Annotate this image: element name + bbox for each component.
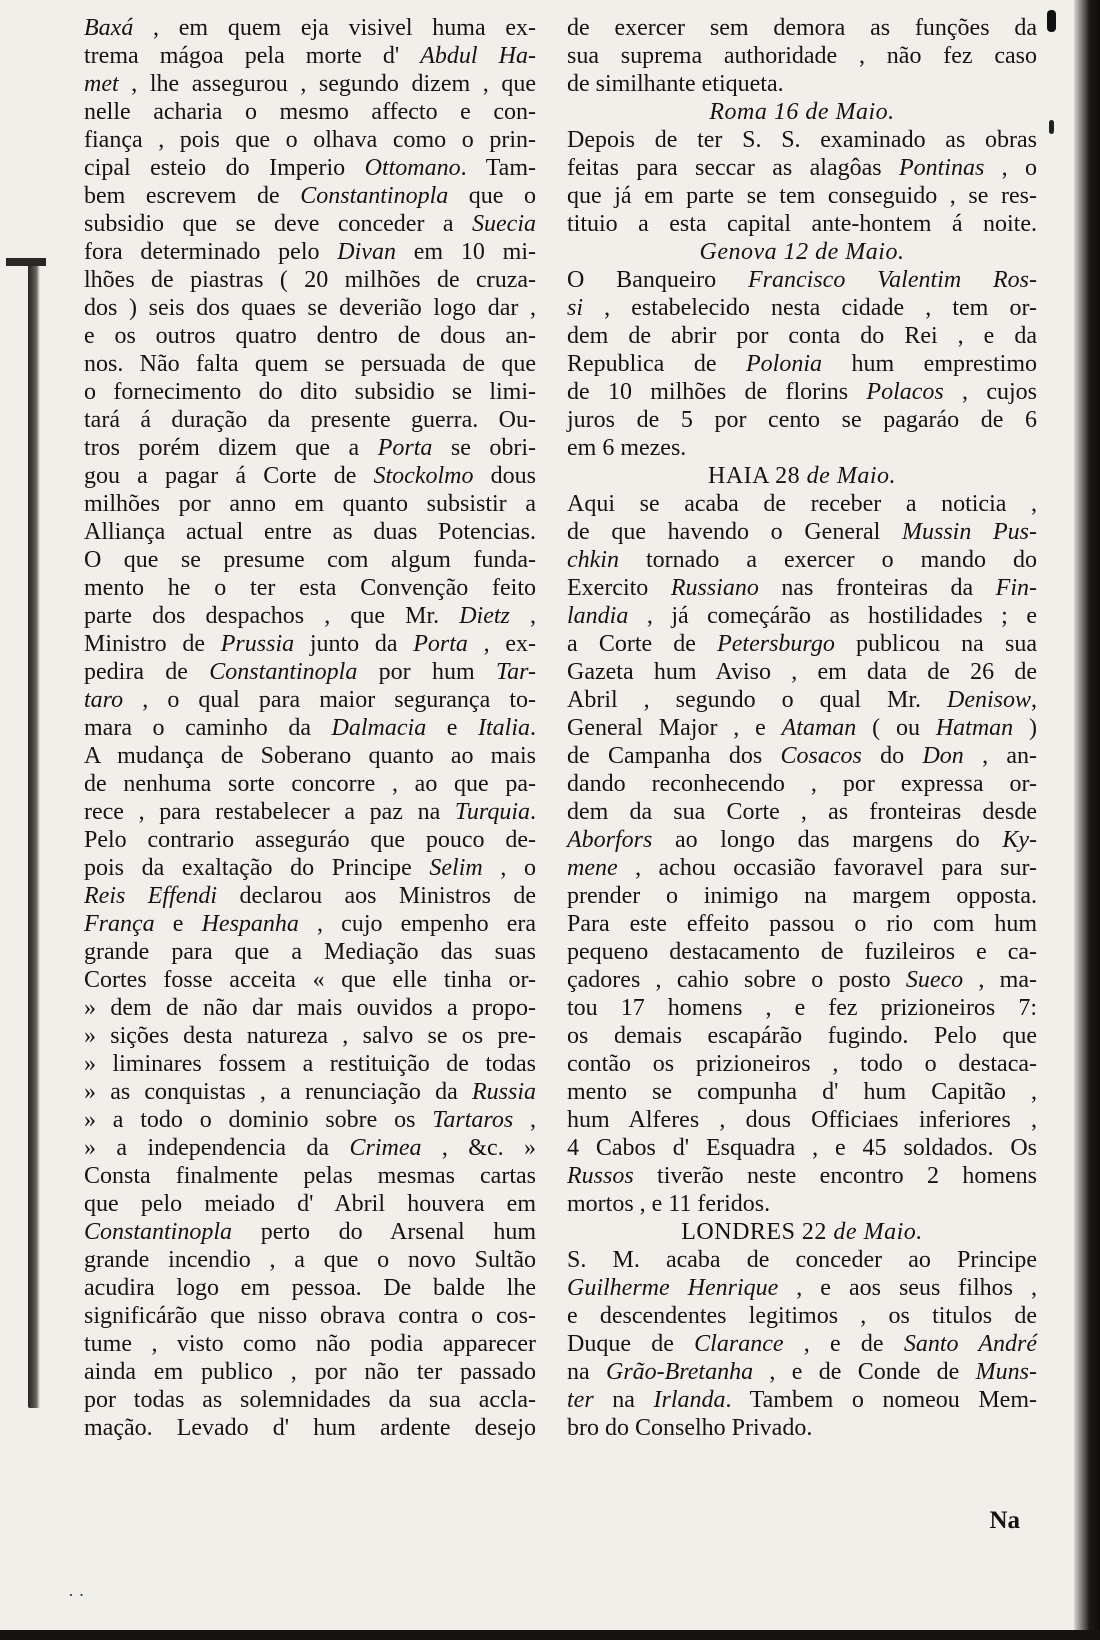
italic-text: Suecia bbox=[472, 211, 536, 237]
text-line bbox=[567, 350, 1037, 378]
italic-text: Polonia bbox=[745, 351, 822, 377]
text-segment: » a independencia da bbox=[84, 1135, 350, 1161]
text-line bbox=[84, 98, 536, 126]
text-segment: , an- bbox=[963, 743, 1038, 769]
text-segment: que pelo meiado d' Abril houvera em bbox=[84, 1191, 536, 1217]
text-line bbox=[84, 1414, 536, 1442]
text-line bbox=[84, 462, 536, 490]
right-column bbox=[567, 14, 1037, 1442]
text-line bbox=[84, 1078, 536, 1106]
text-segment: hum Alferes , dous Officiaes inferiores , bbox=[567, 1107, 1037, 1133]
text-line bbox=[84, 574, 536, 602]
italic-text: Denisow bbox=[947, 687, 1031, 713]
text-segment: tume , visto como não podia apparecer bbox=[84, 1331, 536, 1357]
italic-text: Porta bbox=[377, 435, 433, 461]
text-segment: em 10 mi- bbox=[395, 239, 536, 265]
text-segment: , bbox=[1031, 687, 1037, 713]
text-segment: o fornecimento do dito subsidio se limi- bbox=[84, 379, 536, 405]
text-segment: a Corte de bbox=[567, 631, 718, 657]
text-line bbox=[84, 1330, 536, 1358]
text-segment: Aqui se acaba de receber a noticia , bbox=[567, 491, 1037, 517]
text-segment: . bbox=[530, 715, 536, 741]
text-line bbox=[567, 714, 1037, 742]
text-segment: , e de bbox=[783, 1331, 904, 1357]
text-line bbox=[84, 1050, 536, 1078]
margin-specks: · · bbox=[68, 1585, 85, 1605]
text-segment: , e aos seus filhos , bbox=[778, 1275, 1037, 1301]
text-line bbox=[84, 882, 536, 910]
text-line bbox=[567, 14, 1037, 42]
italic-text: Baxá bbox=[84, 15, 134, 41]
text-segment: Consta finalmente pelas mesmas cartas bbox=[84, 1163, 536, 1189]
italic-text: Muns- bbox=[975, 1359, 1037, 1385]
text-line bbox=[567, 826, 1037, 854]
text-line bbox=[567, 154, 1037, 182]
text-segment: Para este effeito passou o rio com hum bbox=[567, 911, 1037, 937]
text-line bbox=[567, 798, 1037, 826]
ink-blot bbox=[1049, 120, 1054, 134]
text-segment: . bbox=[530, 799, 536, 825]
text-segment: LONDRES 22 bbox=[681, 1219, 834, 1245]
text-line bbox=[567, 210, 1037, 238]
text-segment: se obri- bbox=[432, 435, 536, 461]
text-line bbox=[567, 686, 1037, 714]
text-line bbox=[84, 742, 536, 770]
text-line bbox=[567, 434, 1037, 462]
text-line bbox=[84, 70, 536, 98]
italic-text: Tartaros bbox=[432, 1107, 514, 1133]
text-segment: dando reconhecendo , por expressa or- bbox=[567, 771, 1037, 797]
text-line bbox=[84, 770, 536, 798]
italic-text: de Maio. bbox=[833, 1219, 923, 1245]
text-line bbox=[567, 406, 1037, 434]
text-line bbox=[567, 518, 1037, 546]
text-segment: dem da sua Corte , as fronteiras desde bbox=[567, 799, 1037, 825]
page-edge-bottom bbox=[0, 1630, 1100, 1640]
italic-text: taro bbox=[84, 687, 124, 713]
text-line bbox=[84, 14, 536, 42]
text-line bbox=[84, 322, 536, 350]
text-line bbox=[567, 266, 1037, 294]
italic-text: ter bbox=[567, 1387, 594, 1413]
text-segment: contão os prizioneiros , todo o destaca- bbox=[567, 1051, 1037, 1077]
text-segment: . Tam- bbox=[460, 155, 536, 181]
text-line bbox=[84, 826, 536, 854]
text-segment: bem escrevem de bbox=[84, 183, 301, 209]
text-segment: e bbox=[426, 715, 478, 741]
text-line bbox=[84, 1302, 536, 1330]
text-segment: dos ) seis dos quaes se deverião logo dar , bbox=[84, 295, 536, 321]
text-segment: Depois de ter S. S. examinado as obras bbox=[567, 127, 1037, 153]
italic-text: si bbox=[567, 295, 584, 321]
italic-text: Ky- bbox=[1002, 827, 1037, 853]
text-line bbox=[567, 938, 1037, 966]
text-segment: por todas as solemnidades da sua accla- bbox=[84, 1387, 536, 1413]
text-line bbox=[84, 854, 536, 882]
text-segment: na bbox=[593, 1387, 654, 1413]
text-segment: mara o caminho da bbox=[84, 715, 332, 741]
text-segment: juros de 5 por cento se pagaráo de 6 bbox=[567, 407, 1037, 433]
italic-text: de Maio. bbox=[806, 463, 896, 489]
text-line bbox=[567, 966, 1037, 994]
italic-text: Russia bbox=[471, 1079, 536, 1105]
text-segment: , ex- bbox=[467, 631, 536, 657]
text-segment: , em quem eja visivel huma ex- bbox=[133, 15, 536, 41]
text-segment: significárão que nisso obrava contra o cos- bbox=[84, 1303, 536, 1329]
text-segment: tituio a esta capital ante-hontem á noite. bbox=[567, 211, 1037, 237]
italic-text: Ottomano bbox=[364, 155, 461, 181]
text-segment: de nenhuma sorte concorre , ao que pa- bbox=[84, 771, 536, 797]
text-segment: Alliança actual entre as duas Potencias. bbox=[84, 519, 536, 545]
catchword: Na bbox=[989, 1507, 1020, 1534]
text-line bbox=[567, 1162, 1037, 1190]
text-segment: Abril , segundo o qual Mr. bbox=[567, 687, 947, 713]
dateline bbox=[567, 1218, 1037, 1246]
text-line bbox=[567, 882, 1037, 910]
text-line bbox=[567, 854, 1037, 882]
text-line bbox=[567, 658, 1037, 686]
text-segment: tiverão neste encontro 2 homens bbox=[633, 1163, 1037, 1189]
text-segment: . Tambem o nomeou Mem- bbox=[725, 1387, 1037, 1413]
text-line bbox=[567, 1358, 1037, 1386]
page-edge-right bbox=[1074, 0, 1100, 1640]
text-segment: , lhe assegurou , segundo dizem , que bbox=[118, 71, 536, 97]
text-line bbox=[567, 742, 1037, 770]
text-line bbox=[84, 1246, 536, 1274]
text-segment: de Campanha dos bbox=[567, 743, 781, 769]
text-segment: mento se compunha d' hum Capitão , bbox=[567, 1079, 1037, 1105]
text-segment: cipal esteio do Imperio bbox=[84, 155, 365, 181]
italic-text: Divan bbox=[337, 239, 396, 265]
text-line bbox=[567, 1050, 1037, 1078]
italic-text: Guilherme Henrique bbox=[567, 1275, 779, 1301]
text-segment: do bbox=[861, 743, 923, 769]
text-segment: e descendentes legitimos , os titulos de bbox=[567, 1303, 1037, 1329]
italic-text: Selim bbox=[429, 855, 483, 881]
text-line bbox=[84, 1134, 536, 1162]
text-line bbox=[84, 1358, 536, 1386]
italic-text: Polacos bbox=[866, 379, 944, 405]
italic-text: Roma 16 de Maio. bbox=[709, 99, 895, 125]
text-segment: parte dos despachos , que Mr. bbox=[84, 603, 460, 629]
italic-text: Hatman bbox=[935, 715, 1014, 741]
text-segment: » dem de não dar mais ouvidos a propo- bbox=[84, 995, 536, 1021]
text-line bbox=[567, 1078, 1037, 1106]
text-line bbox=[567, 1246, 1037, 1274]
text-segment: dous bbox=[473, 463, 536, 489]
text-segment: ) bbox=[1013, 715, 1037, 741]
italic-text: Reis Effendi bbox=[84, 883, 218, 909]
text-segment: HAIA 28 bbox=[708, 463, 807, 489]
text-segment: feitas para seccar as alagôas bbox=[567, 155, 899, 181]
text-line bbox=[84, 126, 536, 154]
italic-text: Crimea bbox=[349, 1135, 422, 1161]
italic-text: Dalmacia bbox=[331, 715, 427, 741]
text-segment: » liminares fossem a restituição de todas bbox=[84, 1051, 536, 1077]
italic-text: França bbox=[84, 911, 155, 937]
italic-text: Fin- bbox=[995, 575, 1037, 601]
text-segment: , bbox=[509, 603, 536, 629]
text-line bbox=[567, 1134, 1037, 1162]
text-line bbox=[84, 1022, 536, 1050]
text-line bbox=[84, 994, 536, 1022]
italic-text: Hespanha bbox=[201, 911, 299, 937]
italic-text: Grão-Bretanha bbox=[605, 1359, 754, 1385]
left-column bbox=[84, 14, 536, 1442]
text-line bbox=[84, 154, 536, 182]
text-line bbox=[84, 210, 536, 238]
italic-text: chkin bbox=[567, 547, 619, 573]
text-segment: em 6 mezes. bbox=[567, 435, 687, 461]
italic-text: Santo André bbox=[903, 1331, 1038, 1357]
text-segment: » sições desta natureza , salvo se os pre- bbox=[84, 1023, 536, 1049]
text-line bbox=[567, 182, 1037, 210]
text-segment: , bbox=[513, 1107, 537, 1133]
italic-text: Russiano bbox=[670, 575, 759, 601]
text-line bbox=[84, 686, 536, 714]
text-line bbox=[84, 266, 536, 294]
text-segment: » as conquistas , a renunciação da bbox=[84, 1079, 472, 1105]
ink-blot bbox=[1047, 10, 1056, 32]
text-segment: tros porém dizem que a bbox=[84, 435, 378, 461]
italic-text: Porta bbox=[413, 631, 468, 657]
text-segment: na bbox=[567, 1359, 606, 1385]
text-line bbox=[84, 630, 536, 658]
text-line bbox=[84, 1386, 536, 1414]
text-segment: , achou occasião favoravel para sur- bbox=[617, 855, 1037, 881]
text-line bbox=[567, 602, 1037, 630]
text-line bbox=[567, 770, 1037, 798]
text-segment: mação. Levado d' hum ardente desejo bbox=[84, 1415, 536, 1441]
text-line bbox=[84, 238, 536, 266]
text-line bbox=[567, 490, 1037, 518]
text-line bbox=[567, 994, 1037, 1022]
text-segment: de que havendo o General bbox=[567, 519, 902, 545]
text-line bbox=[84, 714, 536, 742]
text-line bbox=[84, 1218, 536, 1246]
text-segment: mento he o ter esta Convenção feito bbox=[84, 575, 536, 601]
text-segment: bro do Conselho Privado. bbox=[567, 1415, 813, 1441]
italic-text: Irlanda bbox=[653, 1387, 726, 1413]
text-line bbox=[567, 1330, 1037, 1358]
text-segment: Gazeta hum Aviso , em data de 26 de bbox=[567, 659, 1037, 685]
italic-text: Tar- bbox=[496, 659, 536, 685]
text-line bbox=[84, 658, 536, 686]
text-segment: , cujo empenho era bbox=[298, 911, 537, 937]
text-segment: , o bbox=[984, 155, 1038, 181]
text-line bbox=[567, 294, 1037, 322]
binding-shadow bbox=[28, 258, 40, 1408]
text-segment: e os outros quatro dentro de dous an- bbox=[84, 323, 536, 349]
italic-text: Prussia bbox=[220, 631, 295, 657]
dateline bbox=[567, 462, 1037, 490]
text-segment: ainda em publico , por não ter passado bbox=[84, 1359, 536, 1385]
text-segment: , e de Conde de bbox=[753, 1359, 976, 1385]
text-line bbox=[84, 798, 536, 826]
text-line bbox=[567, 910, 1037, 938]
text-line bbox=[567, 1386, 1037, 1414]
text-line bbox=[84, 434, 536, 462]
text-segment: nelle acharia o mesmo affecto e con- bbox=[84, 99, 536, 125]
italic-text: Stockolmo bbox=[373, 463, 474, 489]
text-line bbox=[567, 1302, 1037, 1330]
text-line bbox=[567, 1022, 1037, 1050]
text-line bbox=[567, 70, 1037, 98]
text-segment: General Major , e bbox=[567, 715, 782, 741]
text-segment: , já começárão as hostilidades ; e bbox=[628, 603, 1037, 629]
italic-text: met bbox=[84, 71, 119, 97]
text-line bbox=[84, 378, 536, 406]
italic-text: Petersburgo bbox=[717, 631, 835, 657]
text-line bbox=[567, 42, 1037, 70]
italic-text: Constantinopla bbox=[300, 183, 449, 209]
italic-text: Abdul Ha- bbox=[420, 43, 536, 69]
text-segment: pequeno destacamento de fuzileiros e ca- bbox=[567, 939, 1037, 965]
text-segment: tará á duração da presente guerra. Ou- bbox=[84, 407, 536, 433]
text-segment: junto da bbox=[294, 631, 414, 657]
text-segment: grande para que a Mediação das suas bbox=[84, 939, 536, 965]
text-segment: tou 17 homens , e fez prizioneiros 7: bbox=[567, 995, 1037, 1021]
text-segment: gou a pagar á Corte de bbox=[84, 463, 374, 489]
text-segment: hum emprestimo bbox=[821, 351, 1037, 377]
text-line bbox=[567, 322, 1037, 350]
text-line bbox=[84, 182, 536, 210]
text-line bbox=[567, 378, 1037, 406]
text-segment: , o qual para maior segurança to- bbox=[123, 687, 536, 713]
dateline bbox=[567, 98, 1037, 126]
text-segment: por hum bbox=[357, 659, 496, 685]
text-segment: subsidio que se deve conceder a bbox=[84, 211, 473, 237]
text-segment: mortos , e 11 feridos. bbox=[567, 1191, 771, 1217]
text-segment: Cortes fosse acceita « que elle tinha or- bbox=[84, 967, 536, 993]
italic-text: Sueco bbox=[905, 967, 964, 993]
text-segment: , cujos bbox=[943, 379, 1037, 405]
text-segment: , o bbox=[482, 855, 536, 881]
text-line bbox=[84, 1162, 536, 1190]
italic-text: Italia bbox=[478, 715, 530, 741]
italic-text: Russos bbox=[567, 1163, 634, 1189]
text-segment: O que se presume com algum funda- bbox=[84, 547, 536, 573]
text-line bbox=[567, 1106, 1037, 1134]
text-line bbox=[84, 910, 536, 938]
text-segment: Duque de bbox=[567, 1331, 695, 1357]
text-line bbox=[567, 546, 1037, 574]
text-line bbox=[84, 518, 536, 546]
text-segment: dem de abrir por conta do Rei , e da bbox=[567, 323, 1037, 349]
italic-text: Clarance bbox=[694, 1331, 784, 1357]
text-line bbox=[84, 1274, 536, 1302]
text-segment: 4 Cabos d' Esquadra , e 45 soldados. Os bbox=[567, 1135, 1037, 1161]
text-segment: ao longo das margens do bbox=[652, 827, 1003, 853]
text-segment: fiança , pois que o olhava como o prin- bbox=[84, 127, 536, 153]
text-line bbox=[567, 1190, 1037, 1218]
italic-text: mene bbox=[567, 855, 618, 881]
text-segment: trema mágoa pela morte d' bbox=[84, 43, 421, 69]
text-segment: e bbox=[154, 911, 202, 937]
text-line bbox=[84, 350, 536, 378]
text-segment: S. M. acaba de conceder ao Principe bbox=[567, 1247, 1037, 1273]
italic-text: landia bbox=[567, 603, 629, 629]
text-segment: de 10 milhões de florins bbox=[567, 379, 867, 405]
text-line bbox=[84, 490, 536, 518]
text-segment: acudira logo em pessoa. De balde lhe bbox=[84, 1275, 536, 1301]
italic-text: Aborfors bbox=[567, 827, 653, 853]
text-line bbox=[84, 938, 536, 966]
text-segment: pedira de bbox=[84, 659, 210, 685]
text-segment: Republica de bbox=[567, 351, 746, 377]
text-segment: A mudança de Soberano quanto ao mais bbox=[84, 743, 536, 769]
text-segment: pois da exaltação do Principe bbox=[84, 855, 430, 881]
text-segment: perto do Arsenal hum bbox=[232, 1219, 536, 1245]
text-segment: rece , para restabelecer a paz na bbox=[84, 799, 455, 825]
text-segment: , &c. » bbox=[421, 1135, 536, 1161]
text-segment: O Banqueiro bbox=[567, 267, 748, 293]
text-line bbox=[84, 406, 536, 434]
text-segment: nos. Não falta quem se persuada de que bbox=[84, 351, 536, 377]
text-segment: tornado a exercer o mando do bbox=[618, 547, 1037, 573]
text-line bbox=[567, 126, 1037, 154]
text-line bbox=[567, 630, 1037, 658]
dateline bbox=[567, 238, 1037, 266]
text-segment: de exercer sem demora as funções da bbox=[567, 15, 1037, 41]
text-line bbox=[84, 294, 536, 322]
text-line bbox=[84, 966, 536, 994]
text-segment: os demais escapárão fugindo. Pelo que bbox=[567, 1023, 1037, 1049]
text-segment: fora determinado pelo bbox=[84, 239, 338, 265]
text-segment: milhões por anno em quanto subsistir a bbox=[84, 491, 536, 517]
italic-text: Francisco Valentim Ros- bbox=[748, 267, 1037, 293]
text-line bbox=[84, 546, 536, 574]
italic-text: Don bbox=[922, 743, 964, 769]
text-segment: declarou aos Ministros de bbox=[217, 883, 537, 909]
text-segment: de similhante etiqueta. bbox=[567, 71, 784, 97]
italic-text: Constantinopla bbox=[209, 659, 358, 685]
text-segment: Pelo contrario asseguráo que pouco de- bbox=[84, 827, 536, 853]
text-line bbox=[84, 1190, 536, 1218]
text-segment: , estabelecido nesta cidade , tem or- bbox=[583, 295, 1037, 321]
text-segment: que já em parte se tem conseguido , se res- bbox=[567, 183, 1037, 209]
italic-text: Dietz bbox=[459, 603, 510, 629]
text-segment: publicou na sua bbox=[834, 631, 1037, 657]
text-segment: çadores , cahio sobre o posto bbox=[567, 967, 906, 993]
text-line bbox=[567, 574, 1037, 602]
text-segment: prender o inimigo na margem opposta. bbox=[567, 883, 1037, 909]
text-segment: que o bbox=[448, 183, 536, 209]
text-line bbox=[84, 1106, 536, 1134]
text-segment: lhões de piastras ( 20 milhões de cruza- bbox=[84, 267, 536, 293]
text-segment: , ma- bbox=[963, 967, 1037, 993]
text-segment: grande incendio , a que o novo Sultão bbox=[84, 1247, 536, 1273]
text-line bbox=[567, 1414, 1037, 1442]
text-segment: Ministro de bbox=[84, 631, 221, 657]
text-line bbox=[84, 602, 536, 630]
italic-text: Constantinopla bbox=[84, 1219, 233, 1245]
italic-text: Ataman bbox=[781, 715, 857, 741]
italic-text: Genova 12 de Maio. bbox=[699, 239, 905, 265]
text-line bbox=[84, 42, 536, 70]
italic-text: Cosacos bbox=[780, 743, 862, 769]
text-segment: Exercito bbox=[567, 575, 671, 601]
italic-text: Mussin Pus- bbox=[901, 519, 1037, 545]
text-line bbox=[567, 1274, 1037, 1302]
italic-text: Turquia bbox=[454, 799, 530, 825]
text-segment: ( ou bbox=[856, 715, 936, 741]
text-segment: nas fronteiras da bbox=[758, 575, 996, 601]
text-segment: sua suprema authoridade , não fez caso bbox=[567, 43, 1037, 69]
italic-text: Pontinas bbox=[898, 155, 985, 181]
text-segment: » a todo o dominio sobre os bbox=[84, 1107, 433, 1133]
